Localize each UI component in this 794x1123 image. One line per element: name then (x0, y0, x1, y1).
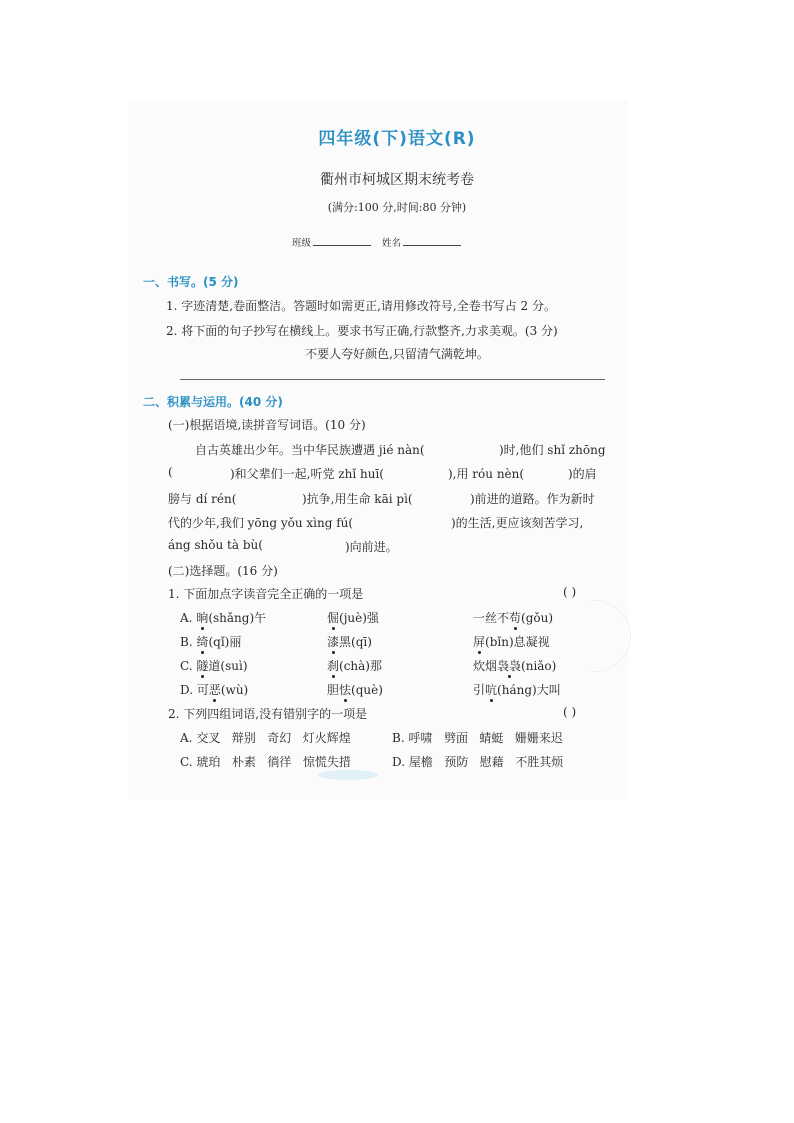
passage-line1a: 自古英雄出少年。当中华民族遭遇 jié nàn( (195, 443, 425, 457)
exam-note: (满分:100 分,时间:80 分钟) (327, 201, 467, 214)
q1-option-b-word2: 漆黑(qī) (327, 635, 372, 649)
dotted-char: 绮 (196, 635, 209, 649)
q1-option-b[interactable]: B. 绮(qǐ)丽 (180, 635, 242, 649)
page-tab-decoration (318, 770, 378, 780)
passage-line3a: 膀与 dí rén( (168, 492, 237, 506)
passage-line2b: )和父辈们一起,听党 zhǐ huī( (230, 467, 384, 481)
q1-option-a-word3: 一丝不苟(gǒu) (473, 611, 554, 625)
section1-heading: 一、书写。(5 分) (143, 275, 239, 289)
dotted-char: 隧 (196, 659, 209, 673)
q2-option-d[interactable]: D. 屋檐 预防 慰藉 不胜其烦 (392, 755, 564, 769)
q2-option-c[interactable]: C. 琥珀 朴素 徜徉 惊慌失措 (180, 755, 351, 769)
class-label: 班级 (292, 238, 312, 249)
q1-option-d-word2: 胆怯(què) (327, 683, 383, 697)
section1-item2: 2. 将下面的句子抄写在横线上。要求书写正确,行款整齐,力求美观。(3 分) (166, 324, 558, 338)
passage-line5a: áng shǒu tà bù( (168, 538, 263, 552)
q1-option-a-word2: 倔(juè)强 (327, 611, 379, 625)
q2-answer-box[interactable]: ( ) (563, 705, 577, 719)
q2-stem: 2. 下列四组词语,没有错别字的一项是 (168, 707, 368, 721)
dotted-char: 晌 (196, 611, 209, 625)
q2-option-a[interactable]: A. 交叉 辩别 奇幻 灯火辉煌 (180, 731, 351, 745)
section2-heading: 二、积累与运用。(40 分) (143, 395, 283, 409)
passage-line3b: )抗争,用生命 kāi pì( (302, 492, 413, 506)
copy-sentence: 不要人夸好颜色,只留清气满乾坤。 (305, 347, 489, 361)
q1-option-a[interactable]: A. 晌(shǎng)午 (180, 611, 267, 625)
passage-line1b: )时,他们 shǐ zhōng (499, 443, 606, 457)
q1-option-b-word3: 屏(bǐn)息凝视 (473, 635, 550, 649)
dotted-char: 倔 (327, 611, 340, 625)
dotted-char: 屏 (473, 635, 486, 649)
dotted-char: 漆 (327, 635, 340, 649)
dotted-char: 吭 (485, 683, 498, 697)
passage-line3c: )前进的道路。作为新时 (470, 492, 595, 506)
q1-stem: 1. 下面加点字读音完全正确的一项是 (168, 587, 364, 601)
class-blank[interactable] (313, 245, 371, 246)
part1-heading: (一)根据语境,读拼音写词语。(10 分) (168, 418, 366, 432)
dotted-char: 刹 (327, 659, 340, 673)
q1-option-c-word3: 炊烟袅袅(niǎo) (473, 659, 557, 673)
exam-subtitle: 衢州市柯城区期末统考卷 (320, 172, 474, 188)
q1-option-c-word2: 刹(chà)那 (327, 659, 382, 673)
class-field (292, 235, 371, 249)
dotted-char: 恶 (208, 683, 221, 697)
dotted-char: 苟 (509, 611, 522, 625)
dotted-char: 怯 (339, 683, 352, 697)
q1-answer-box[interactable]: ( ) (563, 585, 577, 599)
q2-option-b[interactable]: B. 呼啸 劈面 蜻蜓 姗姗来迟 (392, 731, 563, 745)
writing-line[interactable] (180, 379, 605, 380)
dotted-char: 袅袅 (497, 659, 522, 673)
page-title: 四年级(下)语文(R) (318, 129, 476, 149)
section1-item1: 1. 字迹清楚,卷面整洁。答题时如需更正,请用修改符号,全卷书写占 2 分。 (166, 299, 556, 313)
passage-line4b: )的生活,更应该刻苦学习, (451, 516, 584, 530)
q1-option-d-word3: 引吭(háng)大叫 (473, 683, 561, 697)
passage-line2a: ( (168, 465, 173, 479)
passage-line5b: )向前进。 (345, 540, 398, 554)
passage-line2d: )的肩 (568, 467, 597, 481)
name-label: 姓名 (382, 238, 402, 249)
q1-option-d[interactable]: D. 可恶(wù) (180, 683, 249, 697)
passage-line2c: ),用 róu nèn( (448, 467, 525, 481)
part2-heading: (二)选择题。(16 分) (168, 564, 278, 578)
passage-line4a: 代的少年,我们 yōng yǒu xìng fú( (168, 516, 354, 530)
q1-option-c[interactable]: C. 隧道(suì) (180, 659, 248, 673)
name-field (382, 235, 461, 249)
name-blank[interactable] (403, 245, 461, 246)
